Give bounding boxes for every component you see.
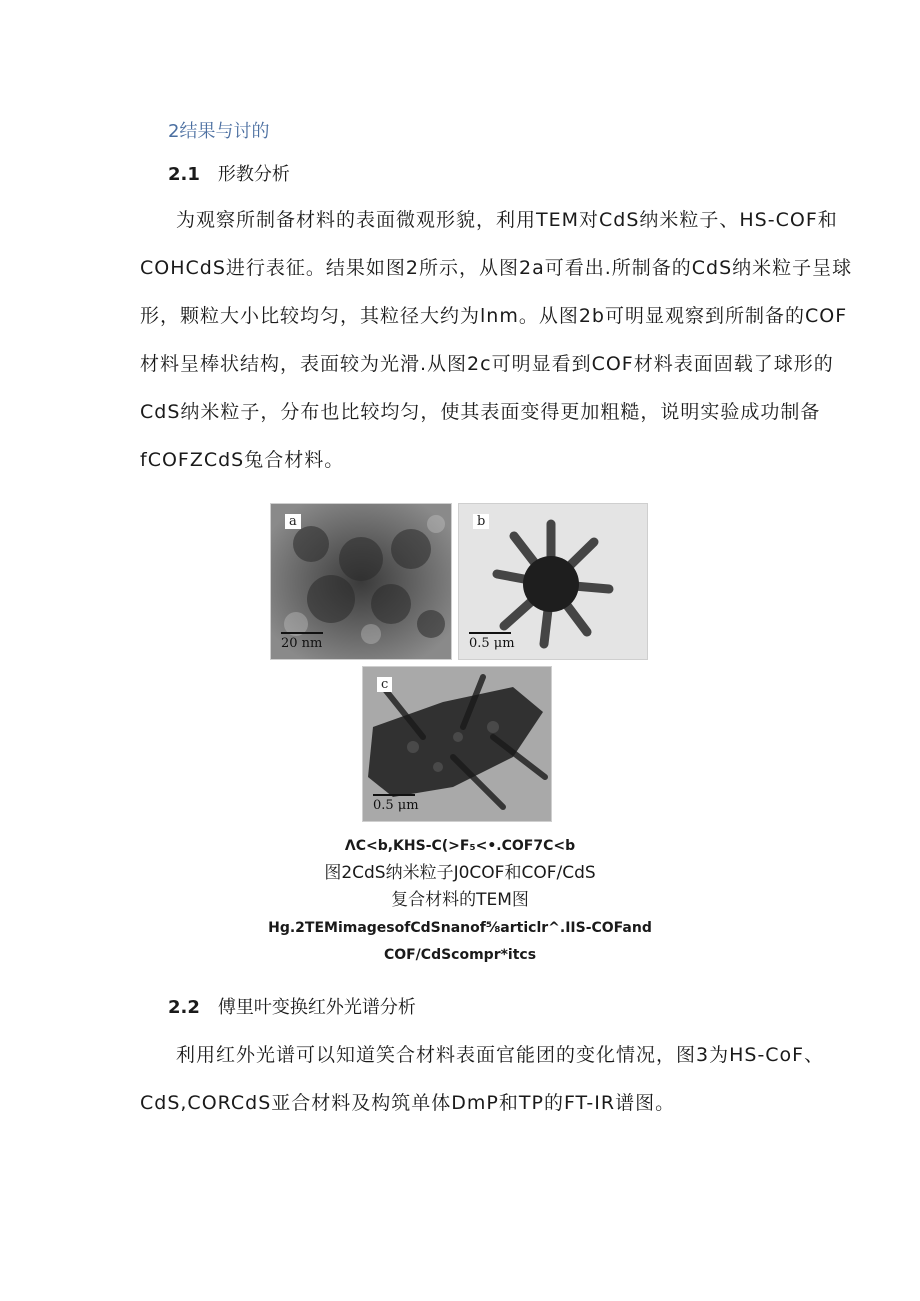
paragraph-line: 利用红外光谱可以知道笑合材料表面官能团的变化情况，图3为HS-CoF、 bbox=[176, 1044, 825, 1066]
subsection-number: 2.1 bbox=[168, 164, 200, 185]
tem-image-c bbox=[362, 666, 552, 822]
paragraph-line: 为观察所制备材料的表面微观形貌，利用TEM对CdS纳米粒子、HS-COF和 bbox=[176, 209, 838, 231]
subsection-title: 傅里叶变换红外光谱分析 bbox=[217, 997, 416, 1018]
figure-caption-line: 复合材料的TEM图 bbox=[391, 890, 529, 910]
scale-text: 0.5 μm bbox=[373, 798, 419, 813]
subsection-number: 2.2 bbox=[168, 997, 200, 1018]
paragraph-line: CdS,CORCdS亚合材料及构筑单体DmP和TP的FT-IR谱图。 bbox=[140, 1092, 676, 1114]
paragraph-line: fCOFZCdS兔合材料。 bbox=[140, 449, 345, 471]
paragraph-line: CdS纳米粒子，分布也比较均匀，使其表面变得更加粗糙，说明实验成功制备 bbox=[140, 401, 821, 423]
paragraph-morphology bbox=[140, 196, 853, 484]
panel-label: a bbox=[285, 514, 301, 529]
paragraph-ftir bbox=[140, 1031, 825, 1127]
scale-bar bbox=[469, 632, 515, 651]
section-title: 2结果与讨的 bbox=[168, 121, 270, 142]
panel-label: b bbox=[473, 514, 489, 529]
subsection-2-2-heading bbox=[168, 993, 416, 1019]
scale-text: 0.5 μm bbox=[469, 636, 515, 651]
paragraph-line: COHCdS进行表征。结果如图2所示，从图2a可看出.所制备的CdS纳米粒子呈球 bbox=[140, 257, 853, 279]
figure-caption-line: COF/CdScompr*itcs bbox=[383, 947, 537, 963]
figure-caption-line: ΛC<b,KHS-C(>F₅<•.COF7C<b bbox=[344, 838, 576, 854]
scale-text: 20 nm bbox=[281, 636, 323, 651]
subsection-title: 形教分析 bbox=[217, 164, 290, 185]
paragraph-line: 材料呈棒状结构，表面较为光滑.从图2c可明显看到COF材料表面固载了球形的 bbox=[140, 353, 834, 375]
tem-image-b bbox=[458, 503, 648, 660]
panel-label: c bbox=[377, 677, 392, 692]
figure-caption-line: 图2CdS纳米粒子J0COF和COF/CdS bbox=[324, 863, 596, 883]
scale-bar bbox=[373, 794, 419, 813]
paragraph-line: 形，颗粒大小比较均匀，其粒径大约为lnm。从图2b可明显观察到所制备的COF bbox=[140, 305, 848, 327]
scale-bar bbox=[281, 632, 323, 651]
subsection-2-1-heading bbox=[168, 160, 290, 186]
tem-image-a bbox=[270, 503, 452, 660]
figure-caption-line: Hg.2TEMimagesofCdSnanof⅝articlr^.IIS-COFand bbox=[268, 920, 652, 936]
